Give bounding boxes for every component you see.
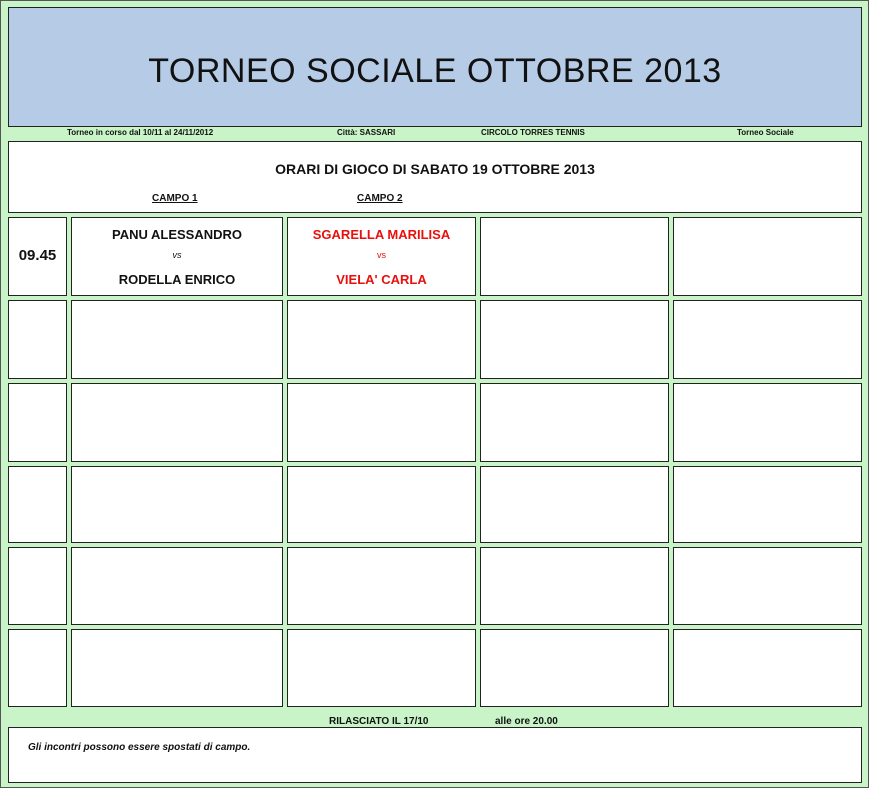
note-text: Gli incontri possono essere spostati di campo.: [28, 742, 251, 753]
court-1-vs: vs: [172, 250, 182, 260]
court-2-player-2: VIELA' CARLA: [336, 272, 427, 287]
empty-time-cell: [8, 629, 67, 707]
empty-cell: [287, 629, 476, 707]
title-banner: [8, 7, 862, 127]
empty-cell: [480, 217, 669, 296]
release-time: alle ore 20.00: [495, 716, 558, 727]
empty-cell: [673, 466, 862, 543]
empty-cell: [673, 629, 862, 707]
tournament-club: CIRCOLO TORRES TENNIS: [481, 128, 585, 137]
court-label-1: CAMPO 1: [152, 193, 198, 204]
empty-cell: [71, 629, 283, 707]
empty-cell: [673, 383, 862, 462]
court-2-vs: vs: [377, 250, 386, 260]
empty-cell: [480, 629, 669, 707]
tournament-city: Città: SASSARI: [337, 128, 396, 137]
court-1-player-2: RODELLA ENRICO: [118, 272, 236, 287]
empty-cell: [480, 466, 669, 543]
court-label-2: CAMPO 2: [357, 193, 403, 204]
empty-cell: [673, 547, 862, 625]
note-box: [8, 727, 862, 783]
empty-cell: [287, 466, 476, 543]
empty-time-cell: [8, 300, 67, 379]
tournament-type: Torneo Sociale: [737, 128, 794, 137]
schedule-heading-box: [8, 141, 862, 213]
empty-time-cell: [8, 547, 67, 625]
empty-cell: [71, 547, 283, 625]
release-date: RILASCIATO IL 17/10: [329, 716, 429, 727]
tournament-title: TORNEO SOCIALE OTTOBRE 2013: [148, 52, 722, 90]
empty-cell: [480, 300, 669, 379]
empty-cell: [71, 300, 283, 379]
court-2-player-1: SGARELLA MARILISA: [312, 227, 451, 242]
empty-cell: [287, 547, 476, 625]
empty-cell: [673, 217, 862, 296]
empty-time-cell: [8, 383, 67, 462]
court-1-player-1: PANU ALESSANDRO: [111, 227, 242, 242]
court-1-match-cell: [71, 217, 283, 296]
empty-time-cell: [8, 466, 67, 543]
empty-cell: [480, 383, 669, 462]
court-2-match-cell: [287, 217, 476, 296]
empty-cell: [673, 300, 862, 379]
empty-cell: [287, 383, 476, 462]
empty-cell: [480, 547, 669, 625]
schedule-heading: ORARI DI GIOCO DI SABATO 19 OTTOBRE 2013: [275, 161, 595, 177]
empty-cell: [71, 383, 283, 462]
empty-cell: [71, 466, 283, 543]
empty-cell: [287, 300, 476, 379]
tournament-period: Torneo in corso dal 10/11 al 24/11/2012: [67, 128, 214, 137]
time-cell: [8, 217, 67, 296]
match-time: 09.45: [18, 247, 57, 264]
